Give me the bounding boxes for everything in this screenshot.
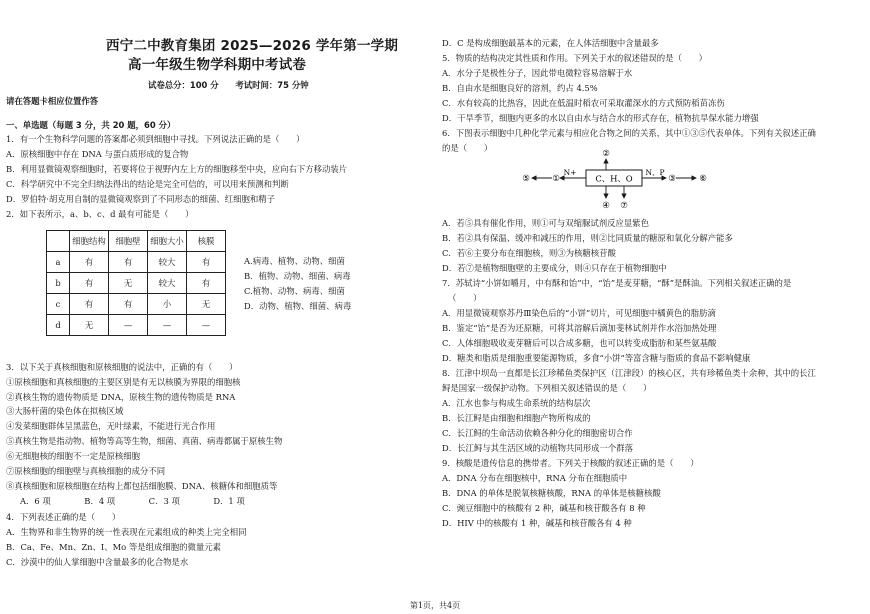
q2-comparison-table bbox=[46, 230, 226, 336]
q8-option-a: A．江水也参与构成生命系统的结构层次 bbox=[442, 398, 591, 408]
table-cell: 有 bbox=[187, 273, 226, 294]
q8-option-d: D．长江鲟与其生活区域的动植物共同形成一个群落 bbox=[442, 443, 633, 453]
q6-stem-line1: 6．下图表示细胞中几种化学元素与相应化合物之间的关系，其中①③⑤代表单体。下列有关叙述正确 bbox=[442, 128, 816, 138]
element-compound-diagram bbox=[520, 148, 710, 210]
q6-option-c: C．若⑥主要分布在细胞核，则③为核糖核苷酸 bbox=[442, 248, 616, 258]
node-6: ⑥ bbox=[699, 173, 707, 183]
table-cell: b bbox=[47, 273, 70, 294]
table-cell: 有 bbox=[109, 252, 148, 273]
q2-stem: 2．如下表所示，a、b、c、d 最有可能是（ ） bbox=[6, 209, 194, 219]
table-cell: 无 bbox=[70, 315, 109, 336]
q4-option-d: D．C 是构成细胞最基本的元素，在人体活细胞中含量最多 bbox=[442, 38, 659, 48]
section-heading: 一、单选题（每题 3 分，共 20 题，60 分） bbox=[6, 120, 176, 130]
table-header-cell: 细胞壁 bbox=[109, 231, 148, 252]
table-row bbox=[47, 273, 226, 294]
table-cell: 较大 bbox=[148, 273, 187, 294]
q7-option-a: A．用显微镜观察苏丹Ⅲ染色后的“小饼”切片，可见细胞中橘黄色的脂肪滴 bbox=[442, 308, 716, 318]
q2-option-c: C.植物、动物、病毒、细菌 bbox=[244, 286, 345, 296]
table-row bbox=[47, 294, 226, 315]
q7-stem-line1: 7．苏轼诗“小饼如嚼月，中有酥和饴”中，“饴”是麦芽糖，“酥”是酥油。下列相关叙述正确的是 bbox=[442, 278, 792, 288]
q5-option-a: A．水分子是极性分子，因此带电微粒容易溶解于水 bbox=[442, 68, 633, 78]
q9-option-b: B．DNA 的单体是脱氧核糖核酸，RNA 的单体是核糖核酸 bbox=[442, 488, 661, 498]
q2-option-a: A.病毒、植物、动物、细菌 bbox=[244, 256, 345, 266]
q6-option-d: D．若⑦是植物细胞壁的主要成分，则④只存在于植物细胞中 bbox=[442, 263, 667, 273]
table-cell: 有 bbox=[70, 273, 109, 294]
node-3: ③ bbox=[668, 173, 676, 183]
q9-option-d: D．HIV 中的核酸有 1 种，碱基和核苷酸各有 4 种 bbox=[442, 518, 632, 528]
q1-option-d: D．罗伯特·胡克用自制的显微镜观察到了不同形态的细菌、红细胞和精子 bbox=[6, 194, 275, 204]
exam-title-line1: 西宁二中教育集团 2025—2026 学年第一学期 bbox=[106, 38, 399, 54]
q5-option-d: D．干旱季节，细胞内更多的水以自由水与结合水的形式存在，植物抗旱保水能力增强 bbox=[442, 113, 759, 123]
table-cell: — bbox=[187, 315, 226, 336]
table-cell: — bbox=[109, 315, 148, 336]
q7-option-c: C．人体细胞吸收麦芽糖后可以合成多糖，也可以转变成脂肪和某些氨基酸 bbox=[442, 338, 717, 348]
table-cell: 有 bbox=[187, 252, 226, 273]
q5-option-b: B．自由水是细胞良好的溶剂，约占 4.5% bbox=[442, 83, 598, 93]
q1-option-a: A．原核细胞中存在 DNA 与蛋白质形成的复合物 bbox=[6, 149, 189, 159]
table-header-row bbox=[47, 231, 226, 252]
table-cell: 有 bbox=[70, 294, 109, 315]
q9-stem: 9．核酸是遗传信息的携带者。下列关于核酸的叙述正确的是（ ） bbox=[442, 458, 699, 468]
q9-option-a: A．DNA 分布在细胞核中，RNA 分布在细胞质中 bbox=[442, 473, 628, 483]
q3-item: ⑧真核细胞和原核细胞在结构上都包括细胞膜、DNA、核糖体和细胞质等 bbox=[6, 481, 278, 491]
q7-stem-line2: （ ） bbox=[448, 293, 482, 303]
q7-option-b: B．鉴定“饴”是否为还原糖，可将其溶解后滴加斐林试剂并作水浴加热处理 bbox=[442, 323, 717, 333]
q4-stem: 4．下列表述正确的是（ ） bbox=[6, 512, 121, 522]
table-cell: 无 bbox=[109, 273, 148, 294]
table-header-cell bbox=[47, 231, 70, 252]
node-1: ① bbox=[552, 173, 560, 183]
q3-stem: 3．以下关于真核细胞和原核细胞的说法中，正确的有（ ） bbox=[6, 362, 238, 372]
q8-option-c: C．长江鲟的生命活动依赖各种分化的细胞密切合作 bbox=[442, 428, 633, 438]
table-cell: — bbox=[148, 315, 187, 336]
q9-option-c: C．豌豆细胞中的核酸有 2 种，碱基和核苷酸各有 8 种 bbox=[442, 503, 646, 513]
table-row bbox=[47, 315, 226, 336]
q1-option-c: C．科学研究中不完全归纳法得出的结论是完全可信的，可以用来预测和判断 bbox=[6, 179, 289, 189]
q6-option-b: B．若②具有保温、缓冲和减压的作用，则②比同质量的糖原和氧化分解产能多 bbox=[442, 233, 733, 243]
center-label: C、H、O bbox=[595, 173, 633, 184]
table-cell: 有 bbox=[70, 252, 109, 273]
q3-item: ①原核细胞和真核细胞的主要区别是有无以核膜为界限的细胞核 bbox=[6, 377, 241, 387]
score-info: 试卷总分：100 分 考试时间：75 分钟 bbox=[148, 80, 309, 90]
q3-item: ⑥无细胞核的细胞不一定是原核细胞 bbox=[6, 451, 140, 461]
table-cell: 无 bbox=[187, 294, 226, 315]
table-cell: 较大 bbox=[148, 252, 187, 273]
table-header-cell: 细胞大小 bbox=[148, 231, 187, 252]
answer-instruction: 请在答题卡相应位置作答 bbox=[6, 96, 99, 106]
node-2: ② bbox=[602, 148, 610, 158]
q5-stem: 5．物质的结构决定其性质和作用。下列关于水的叙述错误的是（ ） bbox=[442, 53, 707, 63]
q1-option-b: B．利用显微镜观察细胞时，若要将位于视野内左上方的细胞移至中央，应向右下方移动装片 bbox=[6, 164, 348, 174]
q2-option-d: D．动物、植物、细菌、病毒 bbox=[244, 301, 352, 311]
q5-option-c: C．水有较高的比热容，因此在低温时稻农可采取灌深水的方式预防稻苗冻伤 bbox=[442, 98, 725, 108]
q3-item: ④发菜细胞群体呈黑蓝色，无叶绿素，不能进行光合作用 bbox=[6, 421, 216, 431]
q4-option-b: B．Ca、Fe、Mn、Zn、I、Mo 等是组成细胞的微量元素 bbox=[6, 542, 222, 552]
q8-option-b: B．长江鲟是由细胞和细胞产物所构成的 bbox=[442, 413, 591, 423]
q8-stem-line2: 鲟是国家一级保护动物。下列相关叙述错误的是（ ） bbox=[442, 383, 652, 393]
q2-option-b: B．植物、动物、细菌、病毒 bbox=[244, 271, 351, 281]
q4-option-c: C．沙漠中的仙人掌细胞中含量最多的化合物是水 bbox=[6, 557, 189, 567]
q6-stem-line2: 的是（ ） bbox=[442, 143, 493, 153]
table-header-cell: 细胞结构 bbox=[70, 231, 109, 252]
q7-option-d: D．糖类和脂质是细胞重要能源物质，多食“小饼”等富含糖与脂质的食品不影响健康 bbox=[442, 353, 751, 363]
table-cell: a bbox=[47, 252, 70, 273]
q6-option-a: A．若⑤具有催化作用，则①可与双缩脲试剂反应显紫色 bbox=[442, 218, 650, 228]
q1-stem: 1．有一个生物科学问题的答案都必须到细胞中寻找。下列说法正确的是（ ） bbox=[6, 134, 305, 144]
table-cell: d bbox=[47, 315, 70, 336]
q8-stem-line1: 8．江津中坝岛一直都是长江珍稀鱼类保护区（江津段）的核心区，共有珍稀鱼类十余种，其中的长江 bbox=[442, 368, 816, 378]
q3-options: A．6 项 B．4 项 C．3 项 D．1 项 bbox=[20, 496, 245, 506]
q4-option-a: A．生物界和非生物界的统一性表现在元素组成的种类上完全相同 bbox=[6, 527, 247, 537]
q3-item: ⑤真核生物是指动物、植物等高等生物，细菌、真菌、病毒都属于原核生物 bbox=[6, 436, 283, 446]
node-5: ⑤ bbox=[522, 173, 530, 183]
np-label: N、P bbox=[645, 168, 665, 177]
table-cell: 小 bbox=[148, 294, 187, 315]
page-footer: 第1页，共4页 bbox=[409, 601, 461, 610]
n-plus-label: N+ bbox=[563, 168, 577, 177]
q3-item: ②真核生物的遗传物质是 DNA，原核生物的遗传物质是 RNA bbox=[6, 392, 236, 402]
table-cell: 有 bbox=[109, 294, 148, 315]
table-row bbox=[47, 252, 226, 273]
table-cell: c bbox=[47, 294, 70, 315]
node-7: ⑦ bbox=[620, 200, 628, 210]
q3-item: ⑦原核细胞的细胞壁与真核细胞的成分不同 bbox=[6, 466, 166, 476]
table-header-cell: 核膜 bbox=[187, 231, 226, 252]
exam-title-line2: 高一年级生物学科期中考试卷 bbox=[128, 57, 307, 73]
node-4: ④ bbox=[602, 200, 610, 210]
q3-item: ③大肠杆菌的染色体在拟核区域 bbox=[6, 406, 124, 416]
